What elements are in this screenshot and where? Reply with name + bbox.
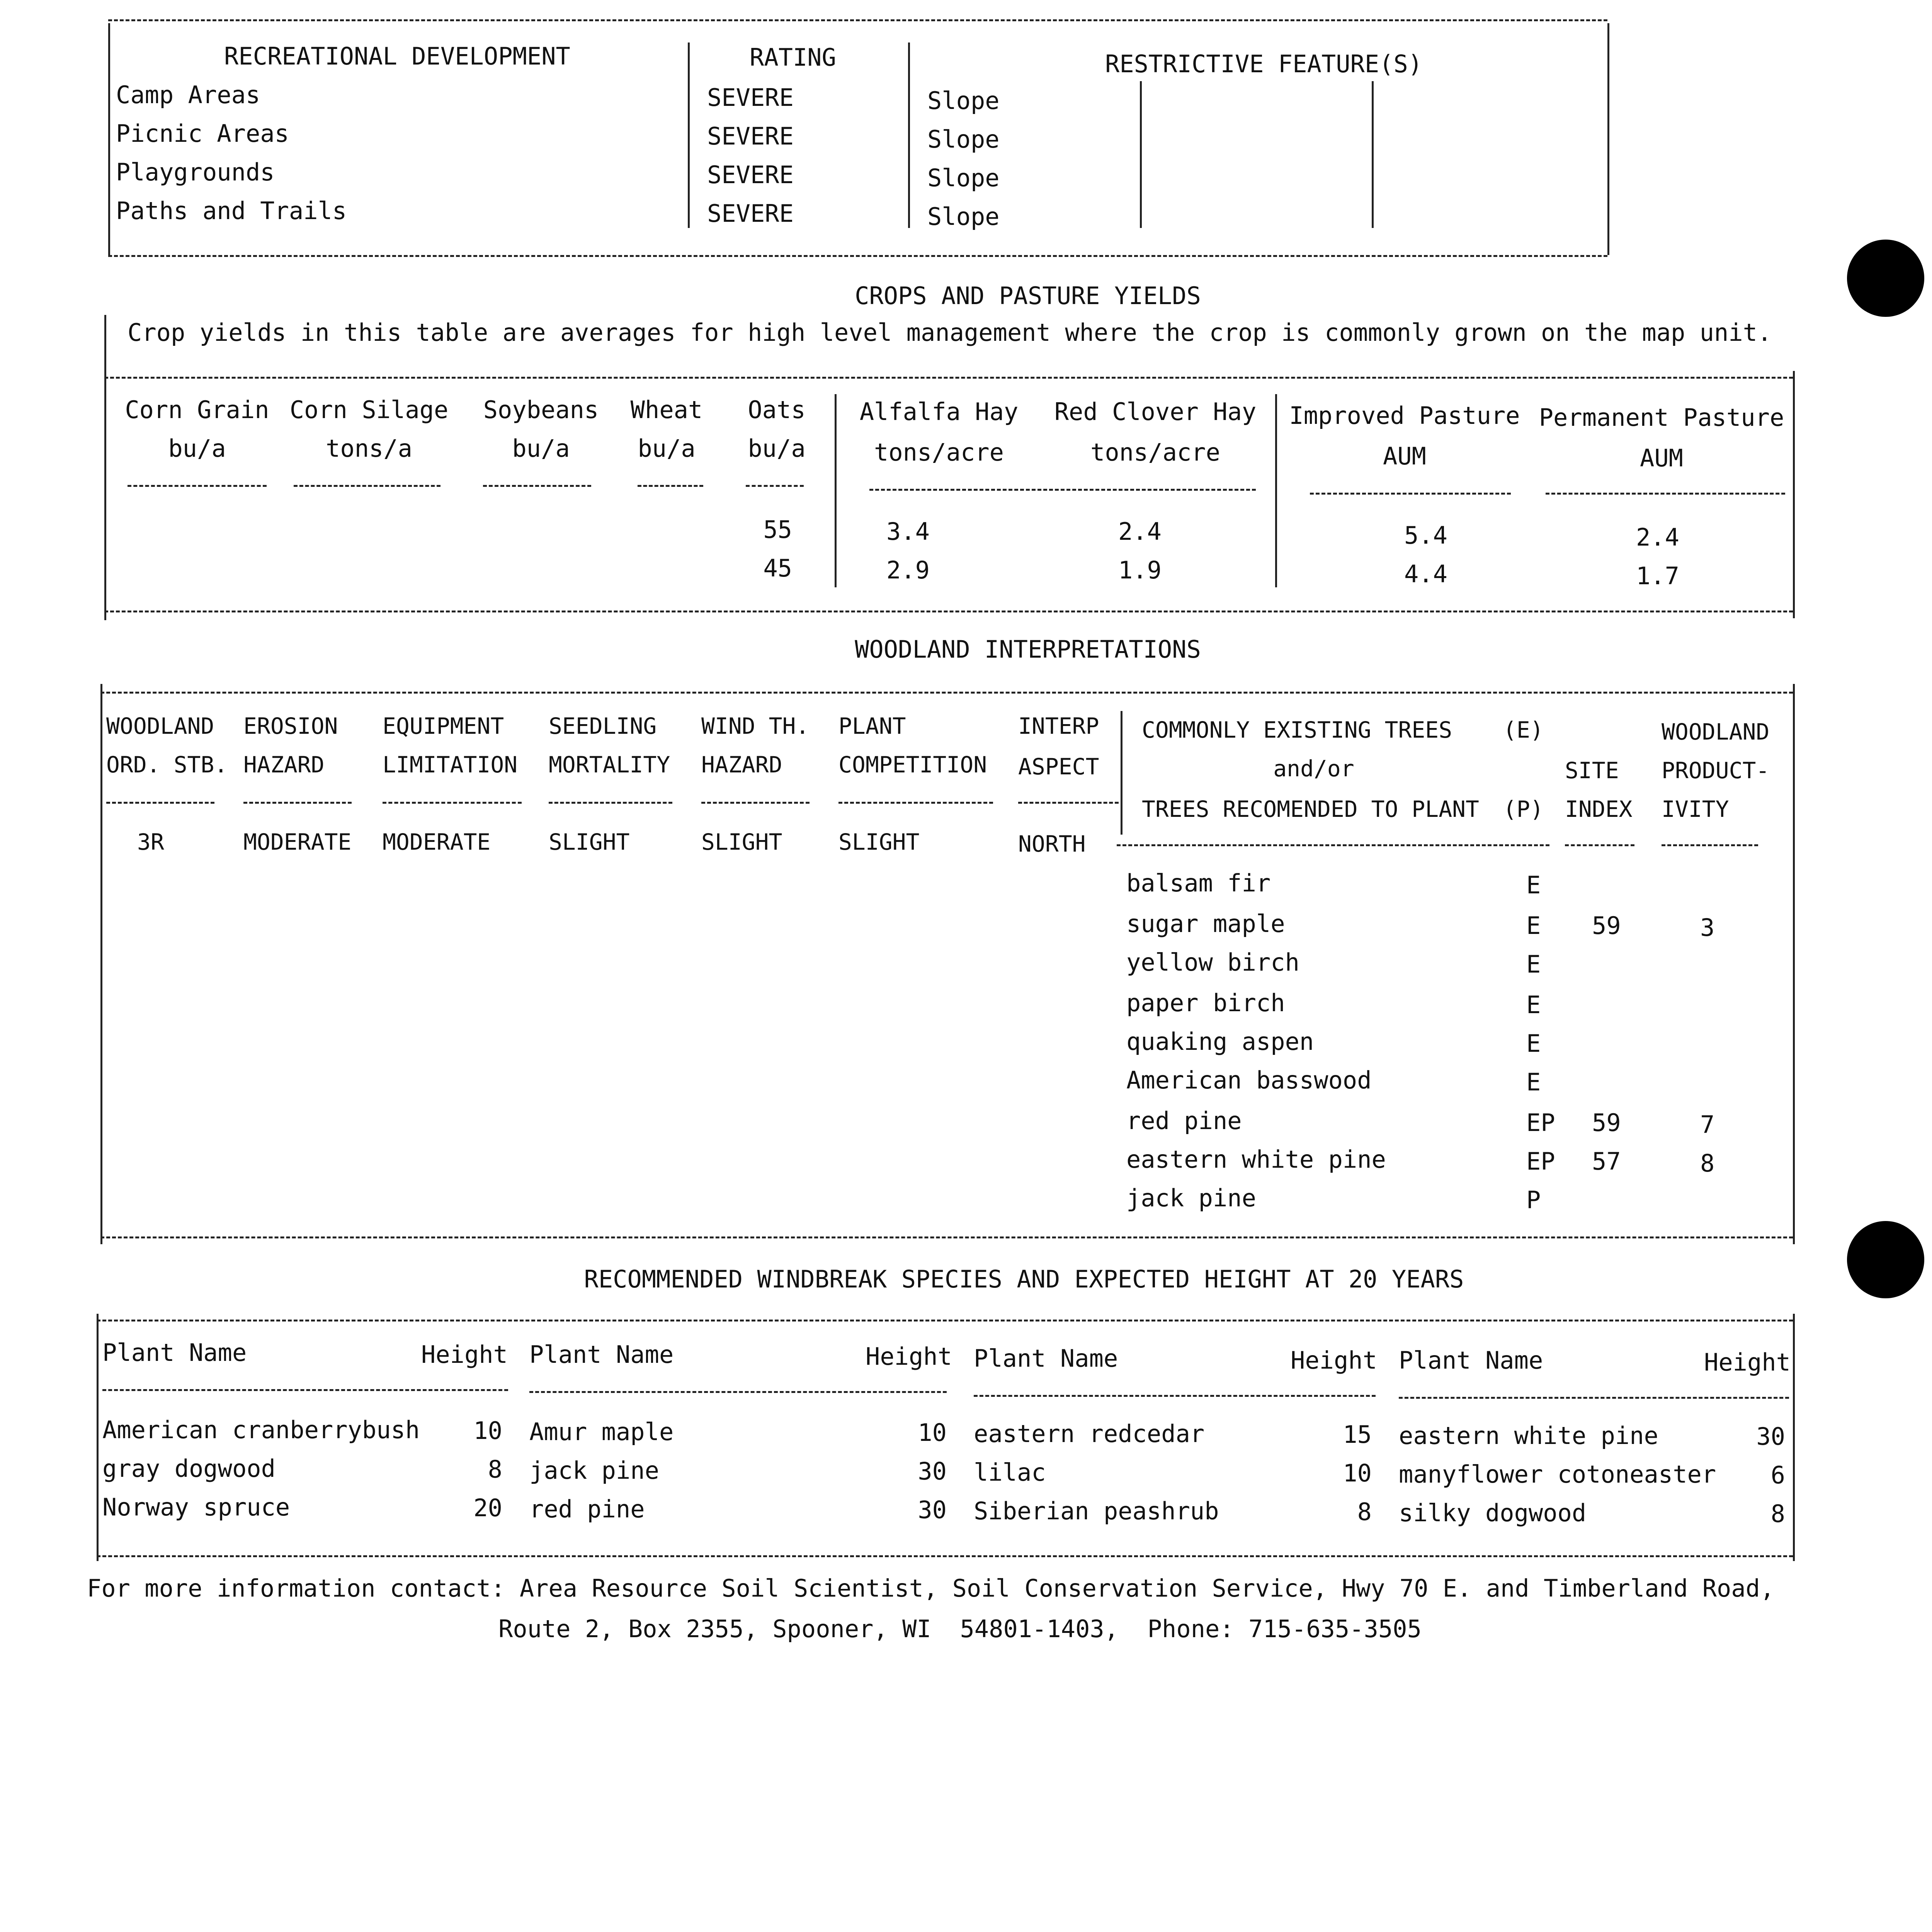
rec-row-rating: SEVERE <box>707 122 794 150</box>
crop-header: Oats <box>748 396 806 424</box>
wl-header: INDEX <box>1565 796 1633 822</box>
crop-unit: tons/acre <box>874 438 1004 466</box>
header-underline <box>1117 844 1549 846</box>
plant-competition: SLIGHT <box>838 829 920 855</box>
crop-unit: bu/a <box>748 434 806 463</box>
crop-unit: AUM <box>1640 444 1683 472</box>
recreational-header: RECREATIONAL DEVELOPMENT <box>224 42 570 70</box>
header-underline <box>243 802 352 804</box>
windbreak-plant-height: 10 <box>1343 1459 1372 1487</box>
column-divider <box>1793 1314 1795 1561</box>
tree-name: balsam fir <box>1126 869 1271 897</box>
header-underline <box>1399 1397 1789 1399</box>
windbreak-plant-name: Siberian peashrub <box>974 1497 1219 1525</box>
oats-value: 55 <box>763 515 792 544</box>
header-underline <box>383 802 522 804</box>
tree-name: jack pine <box>1126 1184 1256 1212</box>
wl-header: (E) <box>1503 717 1544 743</box>
tree-code: E <box>1526 1029 1541 1058</box>
wl-header: WOODLAND <box>1662 719 1770 745</box>
crops-note: Crop yields in this table are averages for high level management where the crop is commonly grown on the map unit. <box>128 318 1772 347</box>
header-underline <box>294 485 440 487</box>
tree-name: yellow birch <box>1126 948 1299 976</box>
header-underline <box>869 489 1256 491</box>
clover-value: 2.4 <box>1118 517 1162 546</box>
windbreak-plant-name: Norway spruce <box>102 1493 290 1521</box>
oats-value: 45 <box>763 554 792 582</box>
header-underline <box>106 802 214 804</box>
windbreak-plant-name: eastern white pine <box>1399 1422 1658 1450</box>
windbreak-header-name: Plant Name <box>974 1344 1118 1372</box>
tree-name: American basswood <box>1126 1066 1372 1094</box>
windbreak-plant-height: 30 <box>918 1496 947 1524</box>
wl-header: COMMONLY EXISTING TREES <box>1142 717 1452 743</box>
tree-code: E <box>1526 912 1541 940</box>
header-underline <box>102 1389 508 1391</box>
rec-row-name: Camp Areas <box>116 81 260 109</box>
contact-line-1: For more information contact: Area Resource Soil Scientist, Soil Conservation Service, Hwy 70 E. and Timberland Road, <box>87 1574 1775 1602</box>
rec-row-feature: Slope <box>927 87 1000 115</box>
column-divider <box>1140 81 1142 228</box>
column-divider <box>1793 684 1795 1244</box>
rule <box>108 19 1607 21</box>
windbreak-header-name: Plant Name <box>529 1340 674 1369</box>
windthrow-hazard: SLIGHT <box>701 829 782 855</box>
crop-header: Corn Silage <box>289 396 449 424</box>
windbreak-plant-name: American cranberrybush <box>102 1416 420 1444</box>
tree-code: EP <box>1526 1147 1555 1175</box>
rule <box>104 611 1793 612</box>
crop-header: Alfalfa Hay <box>859 398 1019 426</box>
rec-row-rating: SEVERE <box>707 83 794 112</box>
tree-name: red pine <box>1126 1107 1242 1135</box>
column-divider <box>1793 371 1795 618</box>
windbreak-plant-name: manyflower cotoneaster <box>1399 1460 1716 1488</box>
rule <box>100 1236 1793 1238</box>
wl-header: SITE <box>1565 757 1619 784</box>
header-underline <box>1565 844 1634 846</box>
column-divider <box>108 23 110 255</box>
header-underline <box>549 802 672 804</box>
tree-code: P <box>1526 1186 1541 1214</box>
tree-name: sugar maple <box>1126 910 1285 938</box>
tree-name: eastern white pine <box>1126 1145 1386 1173</box>
wl-header: LIMITATION <box>383 752 518 778</box>
contact-line-2: Route 2, Box 2355, Spooner, WI 54801-1403, Phone: 715-635-3505 <box>498 1615 1422 1643</box>
rule <box>100 692 1793 694</box>
header-underline <box>838 802 993 804</box>
header-underline <box>529 1391 947 1393</box>
header-underline <box>483 485 591 487</box>
rating-header: RATING <box>750 43 836 71</box>
crop-header: Soybeans <box>483 396 599 424</box>
windbreak-header-height: Height <box>421 1340 508 1369</box>
windbreak-plant-name: silky dogwood <box>1399 1499 1587 1527</box>
rec-row-feature: Slope <box>927 202 1000 231</box>
tree-site-index: 59 <box>1592 912 1621 940</box>
wl-header: (P) <box>1503 796 1544 822</box>
wl-header: PLANT <box>838 713 906 739</box>
wl-header: IVITY <box>1662 796 1729 822</box>
header-underline <box>746 485 804 487</box>
rec-row-rating: SEVERE <box>707 161 794 189</box>
windbreak-plant-height: 15 <box>1343 1420 1372 1449</box>
windbreak-plant-name: lilac <box>974 1458 1046 1486</box>
header-underline <box>701 802 810 804</box>
column-divider <box>1372 81 1374 228</box>
tree-site-index: 59 <box>1592 1109 1621 1137</box>
crop-header: Wheat <box>630 396 703 424</box>
wl-header: EQUIPMENT <box>383 713 504 739</box>
windbreak-plant-height: 6 <box>1770 1461 1785 1489</box>
rule <box>97 1555 1793 1557</box>
header-underline <box>1662 844 1758 846</box>
header-underline <box>974 1395 1376 1397</box>
wl-header: EROSION <box>243 713 338 739</box>
tree-name: paper birch <box>1126 989 1285 1017</box>
wl-header: and/or <box>1273 755 1354 782</box>
crop-unit: tons/a <box>326 434 412 463</box>
column-divider <box>104 315 106 620</box>
tree-code: E <box>1526 871 1541 899</box>
windbreak-plant-name: jack pine <box>529 1456 659 1485</box>
tree-productivity: 3 <box>1700 913 1715 942</box>
header-underline <box>128 485 267 487</box>
equipment-limitation: MODERATE <box>383 829 491 855</box>
binder-hole-middle <box>1847 1221 1924 1298</box>
rule <box>108 255 1607 257</box>
crop-unit: bu/a <box>168 434 226 463</box>
windbreak-plant-name: Amur maple <box>529 1418 674 1446</box>
wl-header: WIND TH. <box>701 713 810 739</box>
crop-header: Corn Grain <box>125 396 269 424</box>
permanent-pasture-value: 1.7 <box>1636 562 1679 590</box>
windbreak-plant-height: 8 <box>488 1455 502 1483</box>
tree-productivity: 8 <box>1700 1149 1715 1177</box>
rec-row-rating: SEVERE <box>707 199 794 228</box>
header-underline <box>1018 802 1119 804</box>
windbreak-title: RECOMMENDED WINDBREAK SPECIES AND EXPECTED HEIGHT AT 20 YEARS <box>584 1265 1464 1293</box>
improved-pasture-value: 4.4 <box>1404 560 1447 588</box>
windbreak-header-height: Height <box>1291 1346 1377 1374</box>
column-divider <box>908 43 910 228</box>
windbreak-plant-height: 8 <box>1770 1500 1785 1528</box>
clover-value: 1.9 <box>1118 556 1162 584</box>
crop-unit: bu/a <box>512 434 570 463</box>
crop-unit: bu/a <box>638 434 696 463</box>
wl-header: INTERP <box>1018 713 1099 739</box>
column-divider <box>97 1314 99 1561</box>
crop-unit: AUM <box>1383 442 1426 470</box>
column-divider <box>688 43 690 228</box>
header-underline <box>1310 493 1511 495</box>
wl-header: ORD. STB. <box>106 752 228 778</box>
wl-header: COMPETITION <box>838 752 987 778</box>
header-underline <box>1546 493 1785 495</box>
wl-header: HAZARD <box>701 752 782 778</box>
seedling-mortality: SLIGHT <box>549 829 630 855</box>
header-underline <box>638 485 703 487</box>
tree-code: E <box>1526 1068 1541 1096</box>
column-divider <box>1607 23 1609 255</box>
column-divider <box>100 684 102 1244</box>
wl-header: TREES RECOMENDED TO PLANT <box>1142 796 1479 822</box>
binder-hole-top <box>1847 240 1924 317</box>
woodland-ordination: 3R <box>137 829 164 855</box>
interp-aspect: NORTH <box>1018 831 1086 857</box>
windbreak-plant-height: 10 <box>918 1418 947 1447</box>
windbreak-header-height: Height <box>866 1342 952 1371</box>
windbreak-plant-height: 8 <box>1357 1498 1372 1526</box>
rec-row-name: Picnic Areas <box>116 119 289 148</box>
alfalfa-value: 2.9 <box>886 556 930 584</box>
column-divider <box>1121 711 1122 835</box>
woodland-title: WOODLAND INTERPRETATIONS <box>855 635 1201 663</box>
windbreak-header-name: Plant Name <box>1399 1346 1543 1374</box>
tree-productivity: 7 <box>1700 1111 1715 1139</box>
rec-row-feature: Slope <box>927 125 1000 153</box>
alfalfa-value: 3.4 <box>886 517 930 546</box>
wl-header: PRODUCT- <box>1662 757 1770 784</box>
crop-header: Permanent Pasture <box>1539 403 1784 432</box>
windbreak-plant-height: 30 <box>918 1457 947 1485</box>
column-divider <box>835 394 837 587</box>
wl-header: ASPECT <box>1018 753 1099 780</box>
rule <box>104 377 1793 379</box>
column-divider <box>1275 394 1277 587</box>
improved-pasture-value: 5.4 <box>1404 521 1447 549</box>
permanent-pasture-value: 2.4 <box>1636 523 1679 551</box>
wl-header: SEEDLING <box>549 713 657 739</box>
rule <box>97 1320 1793 1321</box>
windbreak-plant-name: eastern redcedar <box>974 1420 1205 1448</box>
windbreak-plant-name: gray dogwood <box>102 1454 276 1483</box>
wl-header: HAZARD <box>243 752 325 778</box>
restrictive-feature-header: RESTRICTIVE FEATURE(S) <box>1105 50 1423 78</box>
rec-row-feature: Slope <box>927 164 1000 192</box>
rec-row-name: Paths and Trails <box>116 197 347 225</box>
tree-code: EP <box>1526 1109 1555 1137</box>
crop-unit: tons/acre <box>1090 438 1220 466</box>
tree-code: E <box>1526 991 1541 1019</box>
windbreak-plant-name: red pine <box>529 1495 645 1523</box>
crop-header: Red Clover Hay <box>1054 398 1257 426</box>
tree-name: quaking aspen <box>1126 1027 1314 1056</box>
erosion-hazard: MODERATE <box>243 829 352 855</box>
wl-header: MORTALITY <box>549 752 670 778</box>
crops-title: CROPS AND PASTURE YIELDS <box>855 282 1201 310</box>
windbreak-header-height: Height <box>1704 1348 1791 1376</box>
tree-code: E <box>1526 950 1541 978</box>
windbreak-plant-height: 10 <box>473 1417 502 1445</box>
wl-header: WOODLAND <box>106 713 214 739</box>
tree-site-index: 57 <box>1592 1147 1621 1175</box>
windbreak-plant-height: 30 <box>1756 1422 1785 1451</box>
windbreak-header-name: Plant Name <box>102 1338 247 1367</box>
rec-row-name: Playgrounds <box>116 158 275 186</box>
windbreak-plant-height: 20 <box>473 1494 502 1522</box>
crop-header: Improved Pasture <box>1289 401 1520 430</box>
